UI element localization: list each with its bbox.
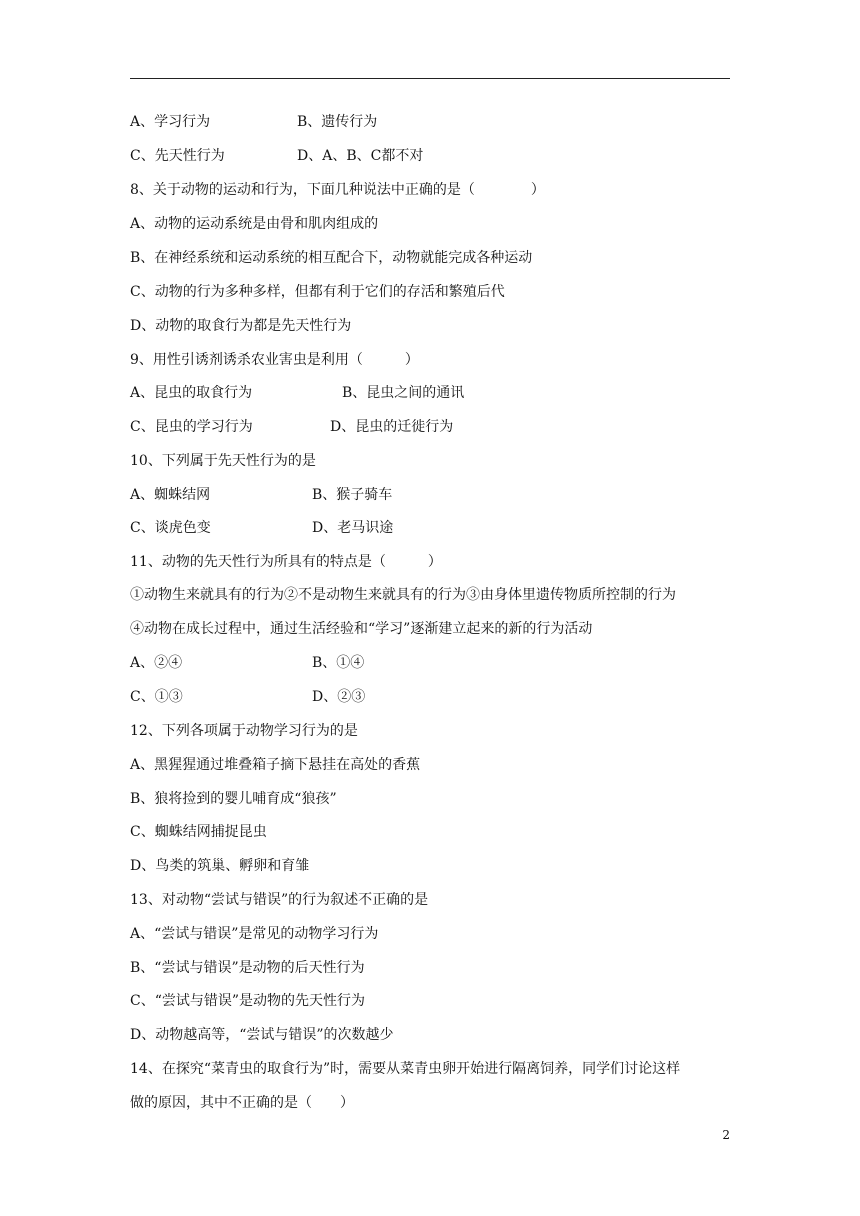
q13-option-d: D、动物越高等，“尝试与错误”的次数越少 bbox=[130, 1027, 394, 1043]
q8-stem: 8、关于动物的运动和行为，下面几种说法中正确的是（ ） bbox=[130, 182, 545, 198]
q8-option-d: D、动物的取食行为都是先天性行为 bbox=[130, 318, 352, 334]
q13-option-b: B、“尝试与错误”是动物的后天性行为 bbox=[130, 960, 365, 976]
q10-option-a: A、蜘蛛结网 bbox=[130, 487, 211, 503]
q12-option-a: A、黑猩猩通过堆叠箱子摘下悬挂在高处的香蕉 bbox=[130, 757, 421, 773]
q7-option-c: C、先天性行为 bbox=[130, 148, 225, 164]
q10-options-row1 bbox=[130, 485, 393, 505]
q12-stem: 12、下列各项属于动物学习行为的是 bbox=[130, 723, 358, 739]
q7-option-b: B、遗传行为 bbox=[297, 114, 378, 130]
q10-options-row2 bbox=[130, 518, 394, 538]
q11-statements-line2: ④动物在成长过程中，通过生活经验和“学习”逐渐建立起来的新的行为活动 bbox=[130, 621, 593, 637]
q11-option-d: D、②③ bbox=[312, 689, 366, 705]
q11-option-a: A、②④ bbox=[130, 655, 183, 671]
q10-option-d: D、老马识途 bbox=[312, 520, 394, 536]
q10-option-b: B、猴子骑车 bbox=[312, 487, 393, 503]
q10-option-c: C、谈虎色变 bbox=[130, 520, 211, 536]
q11-option-b: B、①④ bbox=[312, 655, 365, 671]
q9-options-row2 bbox=[130, 417, 454, 437]
q9-option-a: A、昆虫的取食行为 bbox=[130, 385, 253, 401]
q11-stem: 11、动物的先天性行为所具有的特点是（ ） bbox=[130, 554, 442, 570]
q13-option-a: A、“尝试与错误”是常见的动物学习行为 bbox=[130, 926, 379, 942]
q9-options-row1 bbox=[130, 383, 465, 403]
q14-stem-line1: 14、在探究“菜青虫的取食行为”时，需要从菜青虫卵开始进行隔离饲养，同学们讨论这样 bbox=[130, 1061, 681, 1077]
q11-statements-line1: ①动物生来就具有的行为②不是动物生来就具有的行为③由身体里遗传物质所控制的行为 bbox=[130, 587, 676, 603]
q10-stem: 10、下列属于先天性行为的是 bbox=[130, 453, 316, 469]
q8-option-c: C、动物的行为多种多样，但都有利于它们的存活和繁殖后代 bbox=[130, 284, 505, 300]
q9-stem: 9、用性引诱剂诱杀农业害虫是利用（ ） bbox=[130, 352, 419, 368]
q8-option-b: B、在神经系统和运动系统的相互配合下，动物就能完成各种运动 bbox=[130, 250, 533, 266]
q7-option-a: A、学习行为 bbox=[130, 114, 211, 130]
q12-option-b: B、狼将捡到的婴儿哺育成“狼孩” bbox=[130, 791, 337, 807]
q13-stem: 13、对动物“尝试与错误”的行为叙述不正确的是 bbox=[130, 892, 429, 908]
q8-option-a: A、动物的运动系统是由骨和肌肉组成的 bbox=[130, 216, 379, 232]
q14-stem-line2: 做的原因，其中不正确的是（ ） bbox=[130, 1095, 354, 1111]
q11-options-row1 bbox=[130, 653, 365, 673]
q12-option-d: D、鸟类的筑巢、孵卵和育雏 bbox=[130, 858, 310, 874]
page-number: 2 bbox=[722, 1128, 730, 1142]
header-rule bbox=[130, 78, 730, 79]
q11-options-row2 bbox=[130, 687, 366, 707]
q9-option-c: C、昆虫的学习行为 bbox=[130, 419, 253, 435]
q11-option-c: C、①③ bbox=[130, 689, 183, 705]
q7-option-d: D、A、B、C都不对 bbox=[297, 148, 424, 164]
q9-option-d: D、昆虫的迁徙行为 bbox=[330, 419, 454, 435]
q13-option-c: C、“尝试与错误”是动物的先天性行为 bbox=[130, 993, 366, 1009]
q12-option-c: C、蜘蛛结网捕捉昆虫 bbox=[130, 824, 267, 840]
q7-options-row1 bbox=[130, 112, 378, 132]
q9-option-b: B、昆虫之间的通讯 bbox=[342, 385, 465, 401]
q7-options-row2 bbox=[130, 146, 424, 166]
